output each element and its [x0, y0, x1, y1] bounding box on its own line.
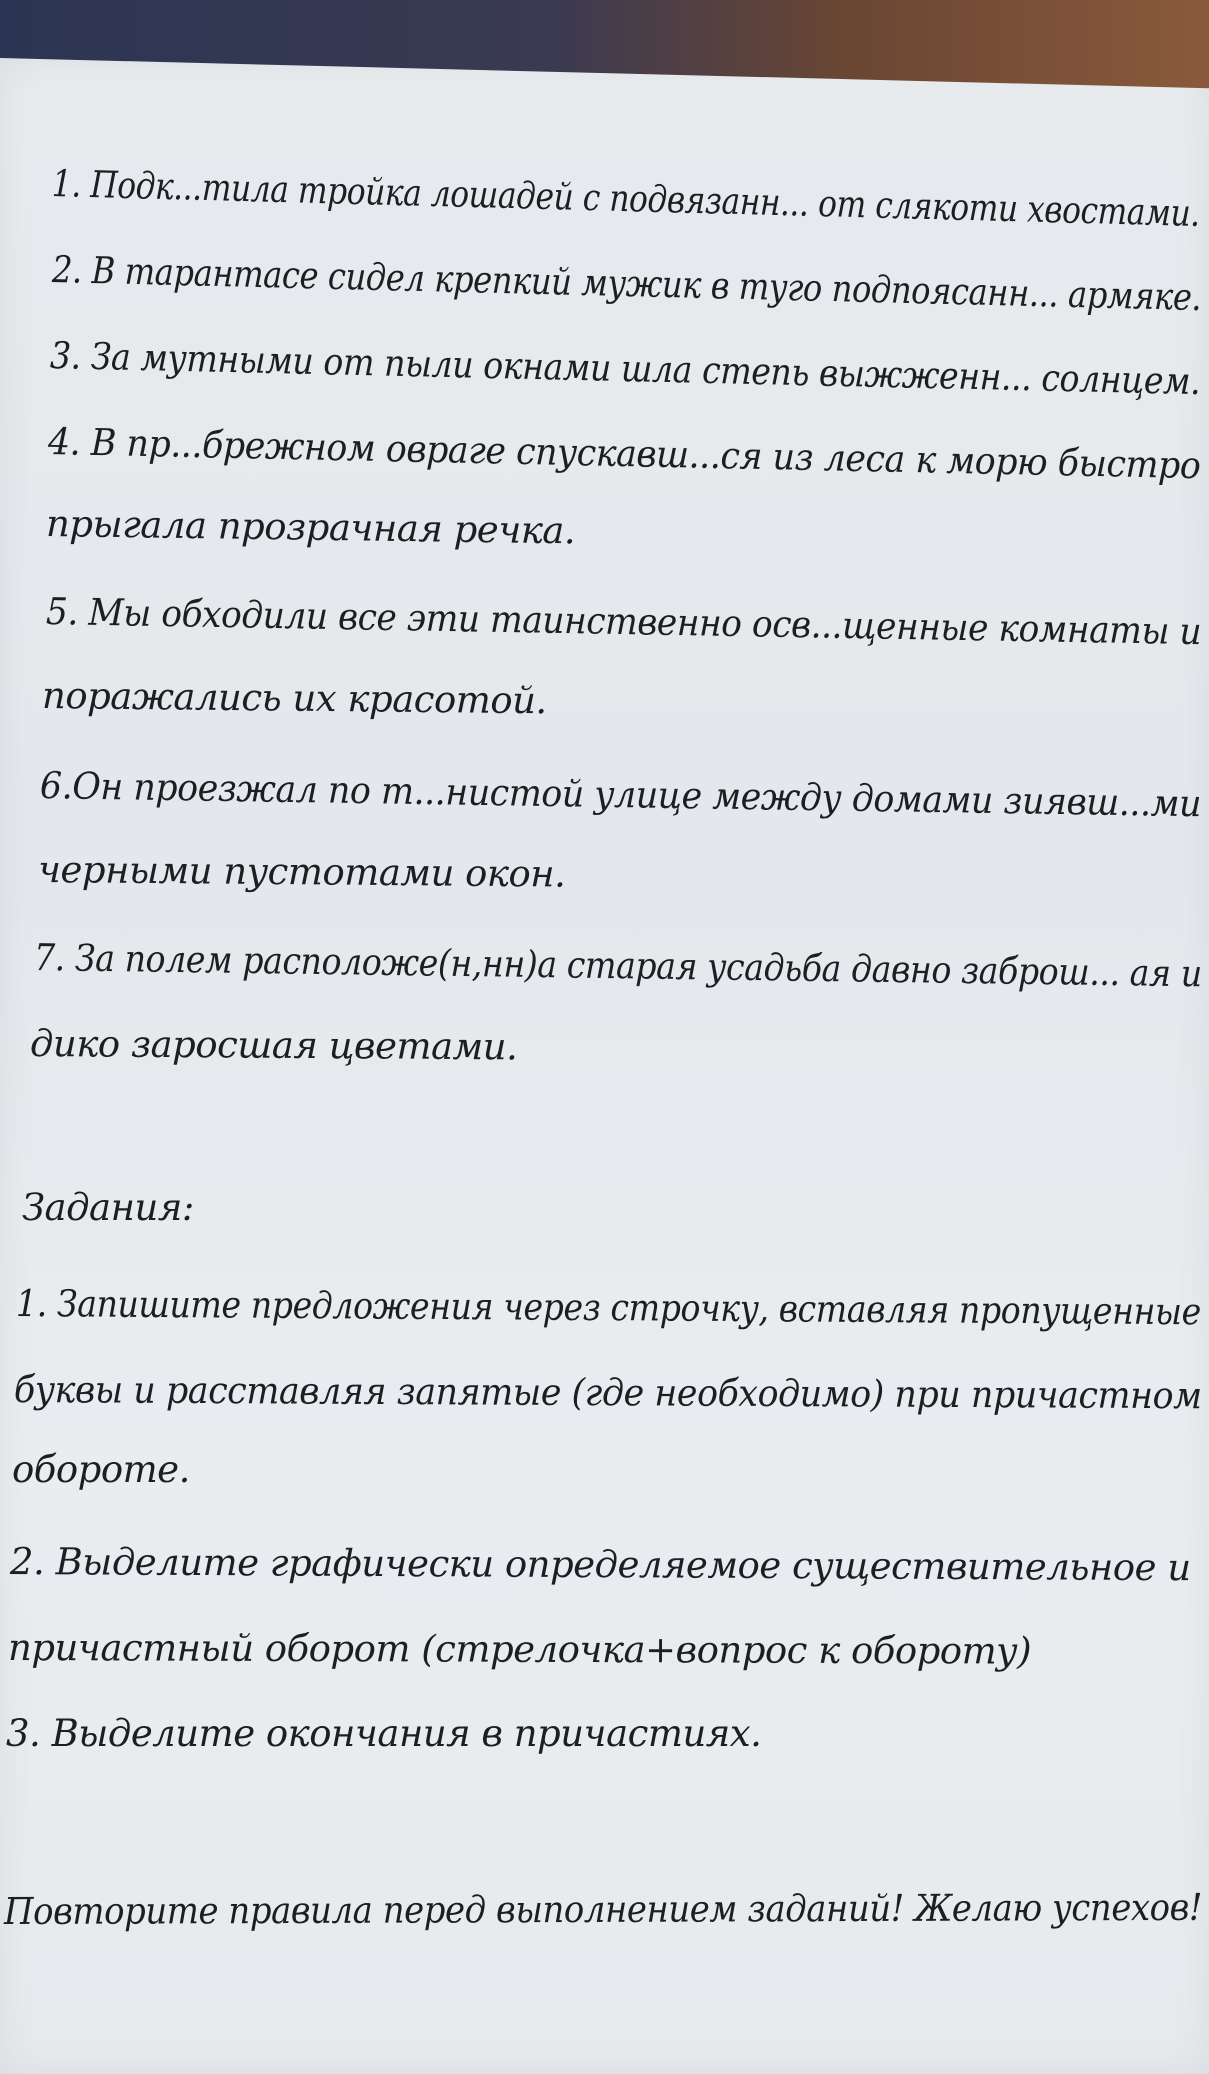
tasks-heading: Задания:	[22, 1186, 194, 1229]
sentence-6-line-1: 6.Он проезжал по т...нистой улице между домами зиявш...ми	[39, 764, 1202, 826]
task-2-line-1: 2. Выделите графически определяемое существительное и	[9, 1540, 1191, 1590]
sentence-7-line-1: 7. За полем расположе(н,нн)а старая усадьба давно заброш... ая и	[33, 936, 1202, 996]
sentence-6-line-2: черными пустотами окон.	[37, 848, 566, 896]
sentence-4-line-2: прыгала прозрачная речка.	[45, 502, 576, 553]
closing-message: Повторите правила перед выполнением заданий! Желаю успехов!	[3, 1885, 1203, 1933]
sentence-5-line-2: поражались их красотой.	[41, 674, 547, 723]
sentence-2: 2. В тарантасе сидел крепкий мужик в туго подпоясанн... армяке.	[51, 248, 1202, 320]
sentence-4-line-1: 4. В пр...брежном овраге спускавш...ся из леса к морю быстро	[47, 420, 1201, 488]
task-1-line-3: обороте.	[12, 1448, 190, 1491]
task-1-line-2: буквы и расставляя запятые (где необходимо) при причастном	[13, 1368, 1202, 1418]
sentence-5-line-1: 5. Мы обходили все эти таинственно осв...щенные комнаты и	[45, 590, 1202, 654]
sentence-3: 3. За мутными от пыли окнами шла степь выжженн... солнцем.	[49, 334, 1201, 404]
sentence-7-line-2: дико заросшая цветами.	[29, 1022, 518, 1069]
task-3: 3. Выделите окончания в причастиях.	[6, 1712, 762, 1755]
task-1-line-1: 1. Запишите предложения через строчку, вставляя пропущенные	[15, 1282, 1201, 1334]
task-2-line-2: причастный оборот (стрелочка+вопрос к обороту)	[7, 1626, 1032, 1673]
sentence-1: 1. Подк...тила тройка лошадей с подвязанн... от слякоти хвостами.	[51, 162, 1201, 236]
